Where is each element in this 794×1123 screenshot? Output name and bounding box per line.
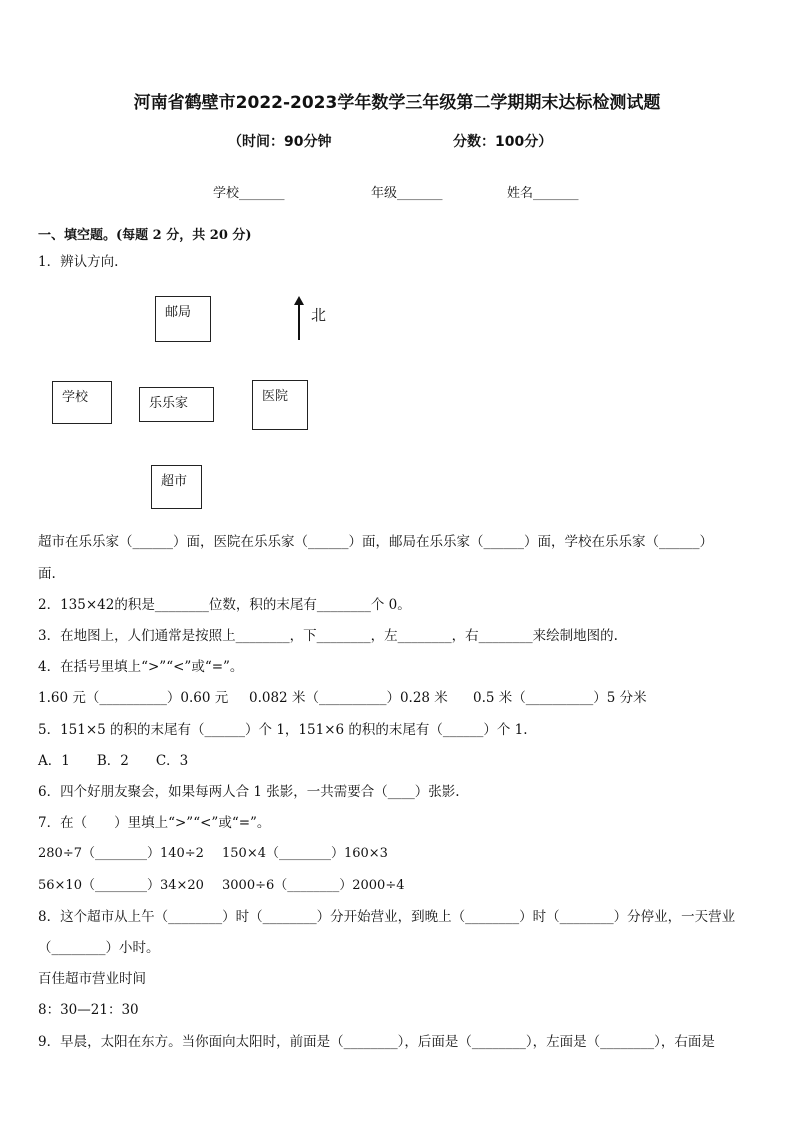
school-field[interactable]: 学校_______ [213, 186, 285, 201]
store-hours-time: 8：30—21：30 [38, 1002, 139, 1018]
question-4-item[interactable]: 0.5 米（__________）5 分米 [473, 690, 647, 706]
question-5-stem[interactable]: 5．151×5 的积的末尾有（______）个 1，151×6 的积的末尾有（______）个 1. [38, 722, 528, 738]
exam-time: （时间：90分钟 [228, 134, 332, 150]
question-5-options[interactable]: A．1 B．2 C．3 [38, 753, 189, 769]
question-2[interactable]: 2．135×42的积是________位数，积的末尾有________个 0。 [38, 597, 411, 613]
exam-score: 分数：100分） [453, 134, 553, 150]
north-arrow-shaft [298, 304, 300, 340]
grade-field[interactable]: 年级_______ [371, 186, 443, 201]
store-hours-title: 百佳超市营业时间 [38, 971, 146, 987]
question-8-line-2[interactable]: （________）小时。 [38, 940, 160, 956]
question-4-item[interactable]: 0.082 米（__________）0.28 米 [249, 690, 448, 706]
map-north-label: 北 [311, 306, 327, 324]
question-7-item[interactable]: 280÷7（________）140÷2 [38, 846, 204, 861]
question-9[interactable]: 9．早晨，太阳在东方。当你面向太阳时，前面是（________），后面是（________），左面是（________），右面是 [38, 1034, 715, 1050]
question-1-stem: 1．辨认方向. [38, 254, 119, 270]
map-post-office: 邮局 [155, 296, 211, 342]
question-4-item[interactable]: 1.60 元（__________）0.60 元 [38, 690, 229, 706]
question-1-answer-line[interactable]: 超市在乐乐家（______）面，医院在乐乐家（______）面，邮局在乐乐家（______）面，学校在乐乐家（______） [38, 534, 713, 550]
map-supermarket: 超市 [151, 465, 202, 509]
question-7-item[interactable]: 56×10（________）34×20 [38, 878, 204, 893]
map-school: 学校 [52, 381, 112, 424]
map-hospital: 医院 [252, 380, 308, 430]
question-3[interactable]: 3．在地图上，人们通常是按照上________，下________，左________，右________来绘制地图的. [38, 628, 618, 644]
question-6[interactable]: 6．四个好朋友聚会，如果每两人合 1 张影，一共需要合（____）张影. [38, 784, 460, 800]
question-7-item[interactable]: 3000÷6（________）2000÷4 [222, 878, 405, 893]
question-7-item[interactable]: 150×4（________）160×3 [222, 846, 388, 861]
section-heading: 一、填空题。(每题 2 分，共 20 分) [38, 228, 252, 243]
question-1-answer-line-2: 面. [38, 566, 56, 582]
question-4-stem: 4．在括号里填上“>”“<”或“=”。 [38, 659, 244, 675]
name-field[interactable]: 姓名_______ [507, 186, 579, 201]
question-7-stem: 7．在（ ）里填上“>”“<”或“=”。 [38, 815, 271, 831]
question-8-line[interactable]: 8．这个超市从上午（________）时（________）分开始营业，到晚上（________）时（________）分停业，一天营业 [38, 909, 736, 925]
page-title: 河南省鹤壁市2022-2023学年数学三年级第二学期期末达标检测试题 [133, 93, 661, 113]
map-home: 乐乐家 [139, 387, 214, 422]
